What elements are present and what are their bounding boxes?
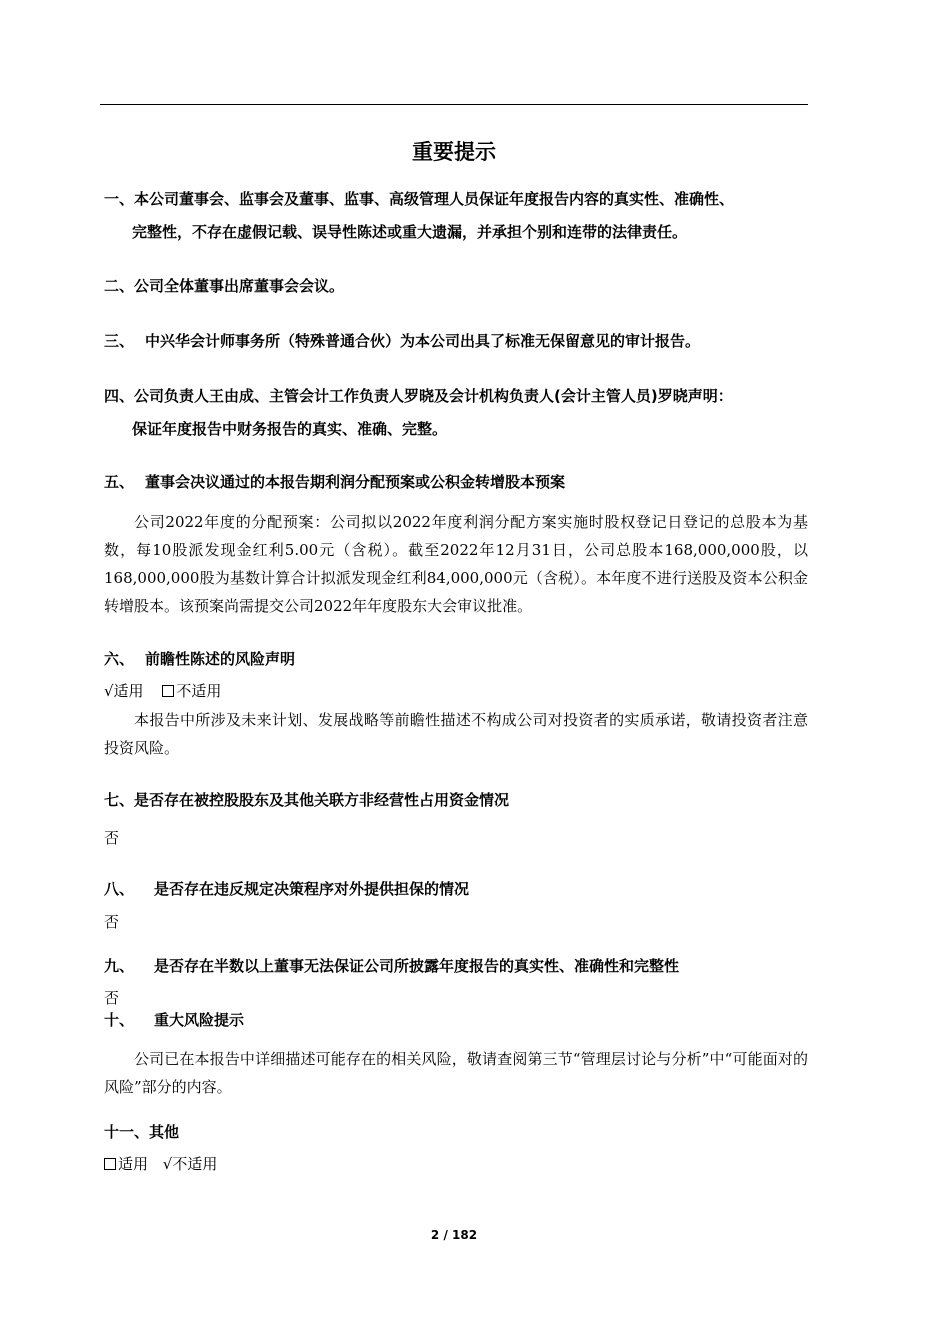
section-8-heading: 是否存在违反规定决策程序对外提供担保的情况 xyxy=(154,880,470,898)
section-9-number: 九、 xyxy=(104,957,135,975)
section-1-line-1: 一、本公司董事会、监事会及董事、监事、高级管理人员保证年度报告内容的真实性、准确性、 xyxy=(104,190,735,208)
option-not-applicable-checked: √不适用 xyxy=(162,1155,218,1173)
section-5-heading: 董事会决议通过的本报告期利润分配预案或公积金转增股本预案 xyxy=(145,473,566,491)
page-number: 2 / 182 xyxy=(430,1228,478,1242)
section-11-options xyxy=(104,1150,217,1178)
section-9-answer: 否 xyxy=(104,989,120,1007)
section-8-number: 八、 xyxy=(104,880,135,898)
option-not-applicable: 不适用 xyxy=(176,682,222,700)
section-1-line-2: 完整性，不存在虚假记载、误导性陈述或重大遗漏，并承担个别和连带的法律责任。 xyxy=(132,223,688,241)
section-10-body: 公司已在本报告中详细描述可能存在的相关风险，敬请查阅第三节“管理层讨论与分析”中“可能面对的风险”部分的内容。 xyxy=(104,1050,808,1096)
page-title: 重要提示 xyxy=(412,140,496,164)
section-3-text: 中兴华会计师事务所（特殊普通合伙）为本公司出具了标准无保留意见的审计报告。 xyxy=(145,332,701,350)
section-5-number: 五、 xyxy=(104,473,135,491)
section-5-body: 公司2022年度的分配预案：公司拟以2022年度利润分配方案实施时股权登记日登记的总股本为基数，每10股派发现金红利5.00元（含税）。截至2022年12月31日，公司总股本168,000,000股，以168,000,000股为基数计算合计拟派发现金红利84,000,000元（含税）。本年度不进行送股及资本公积金转增股本。该预案尚需提交公司2022年年度股东大会审议批准。 xyxy=(104,513,808,615)
section-6-body: 本报告中所涉及未来计划、发展战略等前瞻性描述不构成公司对投资者的实质承诺，敬请投资者注意投资风险。 xyxy=(104,711,808,757)
section-10-number: 十、 xyxy=(104,1011,135,1029)
checkbox-empty-icon xyxy=(104,1158,116,1170)
section-3-number: 三、 xyxy=(104,332,135,350)
header-rule xyxy=(100,104,808,105)
section-7-answer: 否 xyxy=(104,829,120,847)
section-9-heading: 是否存在半数以上董事无法保证公司所披露年度报告的真实性、准确性和完整性 xyxy=(154,957,680,975)
section-10-heading: 重大风险提示 xyxy=(154,1011,245,1029)
option-applicable: 适用 xyxy=(118,1155,149,1173)
checkbox-empty-icon xyxy=(162,685,174,697)
section-7-heading: 七、是否存在被控股股东及其他关联方非经营性占用资金情况 xyxy=(104,791,510,809)
option-applicable-checked: √适用 xyxy=(104,682,144,700)
section-11-heading: 十一、其他 xyxy=(104,1123,180,1141)
section-4-line-1: 四、公司负责人王由成、主管会计工作负责人罗晓及会计机构负责人(会计主管人员)罗晓声明： xyxy=(104,387,733,405)
section-6-number: 六、 xyxy=(104,650,135,668)
section-6-options xyxy=(104,677,221,705)
section-4-line-2: 保证年度报告中财务报告的真实、准确、完整。 xyxy=(132,420,448,438)
section-8-answer: 否 xyxy=(104,913,120,931)
section-2: 二、公司全体董事出席董事会会议。 xyxy=(104,277,345,295)
section-6-heading: 前瞻性陈述的风险声明 xyxy=(145,650,296,668)
